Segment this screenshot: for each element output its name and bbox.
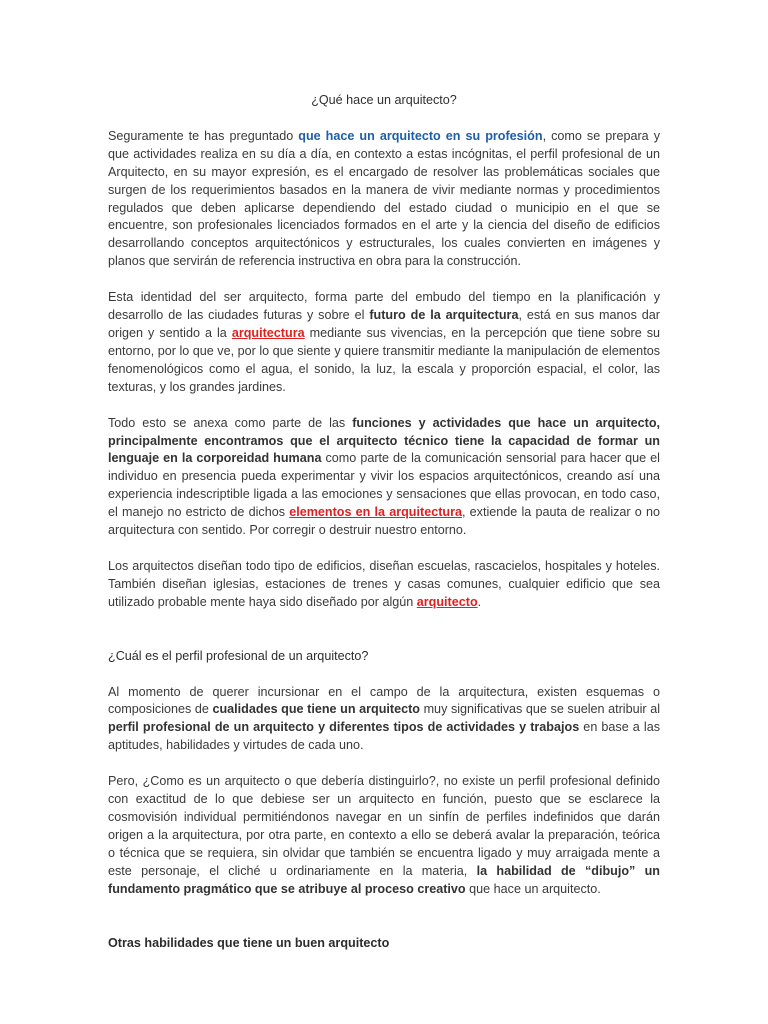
- link-elementos-en-la-arquitectura[interactable]: elementos en la arquitectura: [289, 505, 462, 520]
- spacer: [108, 630, 660, 648]
- link-que-hace-un-arquitecto[interactable]: que hace un arquitecto en su profesión: [298, 128, 543, 143]
- text: como parte de la comunicación sensorial para hacer que el individuo en presencia pueda experimentar y vivir los espacios arquitectónicos, creando así una experiencia indescriptible ligada a las emociones y sensaciones que ellas provocan, en todo caso, el manejo no estricto de dichos: [108, 451, 660, 520]
- text: Pero, ¿Como es un arquitecto o que debería distinguirlo?, no existe un perfil profesional definido con exactitud de lo que debiese ser un arquitecto en función, puesto que se esclarece la cosmovisión individual permitiéndonos navegar en un sinfín de perfiles indefinidos que darán origen a la arquitectura, por otra parte, en contexto a ello se deberá avalar la preparación, teórica o técnica que se requiera, sin olvidar que también se encuentra ligado y muy arraigada mente a este personaje, el cliché u ordinariamente en la materia,: [108, 774, 660, 878]
- bold-text: cualidades que tiene un arquitecto: [212, 702, 420, 717]
- bold-text: la habilidad de “dibujo” un fundamento pragmático que se atribuye al proceso creativo: [108, 863, 660, 896]
- spacer: [108, 917, 660, 935]
- paragraph-6: [108, 773, 660, 898]
- paragraph-4: [108, 558, 660, 612]
- text: Al momento de querer incursionar en el campo de la arquitectura, existen esquemas o composiciones de: [108, 684, 660, 717]
- bold-text: futuro de la arquitectura: [369, 308, 519, 323]
- section-heading-habilidades: Otras habilidades que tiene un buen arquitecto: [108, 935, 390, 950]
- section-heading-perfil: ¿Cuál es el perfil profesional de un arquitecto?: [108, 648, 369, 663]
- paragraph-5: [108, 684, 660, 756]
- text: en base a las aptitudes, habilidades y virtudes de cada uno.: [108, 720, 661, 753]
- text: , está en sus manos dar origen y sentido a la: [108, 308, 660, 340]
- text: mediante sus vivencias, en la percepción que tiene sobre su entorno, por lo que ve, por lo que siente y quiere transmitir mediante la manipulación de elementos fenomenológicos como el agua, el sonido, la luz, la escala y proporción espacial, el color, las texturas, y los grandes jardines.: [108, 325, 661, 394]
- text: Todo esto se anexa como parte de las: [108, 415, 353, 430]
- paragraph-1: [108, 128, 660, 271]
- text: Esta identidad del ser arquitecto, forma parte del embudo del tiempo en la planificación y desarrollo de las ciudades futuras y sobre el: [108, 290, 660, 323]
- bold-text: funciones y actividades que hace un arquitecto, principalmente encontramos que el arquitecto técnico tiene la capacidad de formar un lenguaje en la corporeidad humana: [108, 415, 661, 466]
- bold-text: perfil profesional de un arquitecto y diferentes tipos de actividades y trabajos: [108, 720, 580, 735]
- text: Los arquitectos diseñan todo tipo de edificios, diseñan escuelas, rascacielos, hospitales y hoteles. También diseñan iglesias, estaciones de trenes y casas comunes, cualquier edificio que sea utilizado probable mente haya sido diseñado por algún: [108, 558, 660, 609]
- paragraph-3: [108, 415, 660, 540]
- text: , como se prepara y que actividades realiza en su día a día, en contexto a estas incógnitas, el perfil profesional de un Arquitecto, en su mayor expresión, es el encargado de resolver las problemáticas sociales que surgen de los requerimientos basados en la manera de vivir mediante normas y procedimientos regulados que deben aplicarse dependiendo del estado ciudad o municipio en el que se encuentre, son profesionales licenciados formados en el arte y la ciencia del diseño de edificios desarrollando conceptos arquitectónicos y estructurales, los cuales convierten en imágenes y planos que servirán de referencia instructiva en obra para la construcción.: [108, 128, 660, 269]
- paragraph-2: [108, 289, 660, 396]
- link-arquitectura[interactable]: arquitectura: [231, 325, 305, 340]
- text: .: [477, 594, 482, 609]
- text: muy significativas que se suelen atribuir al: [419, 702, 660, 717]
- link-arquitecto[interactable]: arquitecto: [416, 594, 478, 609]
- text: que hace un arquitecto.: [465, 881, 601, 896]
- document-title: ¿Qué hace un arquitecto?: [311, 93, 457, 107]
- text: Seguramente te has preguntado: [108, 128, 299, 143]
- document-content: [108, 92, 660, 970]
- text: , extiende la pauta de realizar o no arquitectura con sentido. Por corregir o destruir nuestro entorno.: [108, 505, 660, 538]
